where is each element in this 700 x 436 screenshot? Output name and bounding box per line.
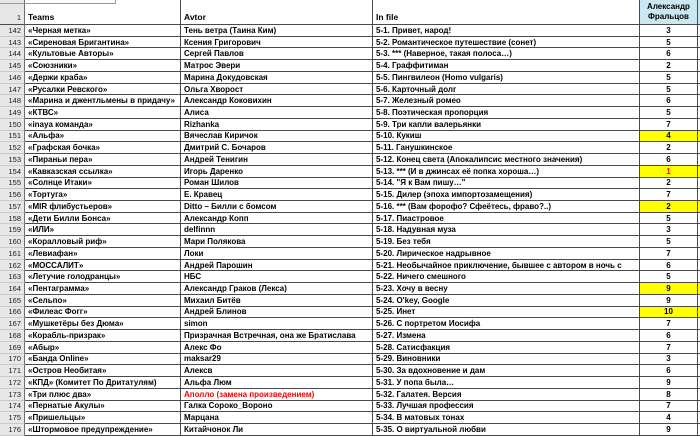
score-cell[interactable]: 6 xyxy=(640,154,698,166)
avtor-cell[interactable]: Е. Кравец xyxy=(181,189,373,201)
in-file-cell[interactable]: 5-2. Романтическое путешествие (сонет) xyxy=(373,37,640,49)
team-cell[interactable]: «Альфа» xyxy=(25,131,181,143)
team-cell[interactable]: «Пентаграмма» xyxy=(25,283,181,295)
table-row xyxy=(0,131,700,143)
avtor-cell[interactable]: Призрачная Встречная, она же Братислава xyxy=(181,330,373,342)
score-cell[interactable]: 7 xyxy=(640,248,698,260)
table-row xyxy=(0,424,700,436)
avtor-cell[interactable]: Алексв xyxy=(181,365,373,377)
avtor-cell[interactable]: simon xyxy=(181,318,373,330)
in-file-cell[interactable]: 5-13. *** (И в джинсах её попка хороша…) xyxy=(373,166,640,178)
table-row xyxy=(0,307,700,319)
score-cell[interactable]: 9 xyxy=(640,283,698,295)
score-cell[interactable]: 5 xyxy=(640,84,698,96)
in-file-cell[interactable]: 5-19. Без тебя xyxy=(373,236,640,248)
avtor-cell[interactable]: Александр Копп xyxy=(181,213,373,225)
header-divider-tick xyxy=(115,0,116,4)
row-number-cell[interactable]: 147 xyxy=(0,84,25,96)
team-cell[interactable]: «МОССАЛИТ» xyxy=(25,260,181,272)
team-cell[interactable]: «Кавказская ссылка» xyxy=(25,166,181,178)
in-file-cell[interactable]: 5-9. Три капли валерьянки xyxy=(373,119,640,131)
score-cell[interactable]: 4 xyxy=(640,131,698,143)
row-number-cell[interactable]: 149 xyxy=(0,107,25,119)
table-row xyxy=(0,401,700,413)
in-file-cell[interactable]: 5-7. Железный ромео xyxy=(373,95,640,107)
avtor-cell[interactable]: Мари Полякова xyxy=(181,236,373,248)
in-file-cell[interactable]: 5-12. Конец света (Апокалипсис местного значения) xyxy=(373,154,640,166)
score-cell[interactable]: 7 xyxy=(640,342,698,354)
table-row xyxy=(0,201,700,213)
score-cell[interactable]: 6 xyxy=(640,95,698,107)
team-cell[interactable]: «ИЛИ» xyxy=(25,224,181,236)
avtor-cell[interactable]: Ольга Хворост xyxy=(181,84,373,96)
team-cell[interactable]: «Сельпо» xyxy=(25,295,181,307)
in-file-cell[interactable]: 5-18. Надувная муза xyxy=(373,224,640,236)
team-cell[interactable]: «Летучие голодранцы» xyxy=(25,271,181,283)
score-cell[interactable]: 3 xyxy=(640,354,698,366)
table-row xyxy=(0,260,700,272)
avtor-cell[interactable]: Китайчонок Ли xyxy=(181,424,373,436)
avtor-cell[interactable]: Алиса xyxy=(181,107,373,119)
score-cell[interactable]: 2 xyxy=(640,178,698,190)
in-file-cell[interactable]: 5-1. Привет, народ! xyxy=(373,25,640,37)
table-row xyxy=(0,72,700,84)
team-cell[interactable]: «Тортуга» xyxy=(25,189,181,201)
table-row xyxy=(0,213,700,225)
table-row xyxy=(0,412,700,424)
score-cell[interactable]: 5 xyxy=(640,213,698,225)
column-header-in-file[interactable]: In file xyxy=(373,0,640,25)
row-number-cell[interactable]: 176 xyxy=(0,424,25,436)
in-file-cell[interactable]: 5-15. Дилер (эпоха импортозамещения) xyxy=(373,189,640,201)
avtor-cell[interactable]: Ксения Григорович xyxy=(181,37,373,49)
team-cell[interactable]: «Пришельцы» xyxy=(25,412,181,424)
table-row xyxy=(0,342,700,354)
in-file-cell[interactable]: 5-34. В матовых тонах xyxy=(373,412,640,424)
avtor-cell[interactable]: Александр Коковихин xyxy=(181,95,373,107)
team-cell[interactable]: «Филеас Фогг» xyxy=(25,307,181,319)
row-number-cell[interactable]: 156 xyxy=(0,189,25,201)
score-cell[interactable]: 1 xyxy=(640,166,698,178)
in-file-cell[interactable]: 5-20. Лирическое надрывное xyxy=(373,248,640,260)
row-number-cell[interactable]: 158 xyxy=(0,213,25,225)
table-row xyxy=(0,248,700,260)
row-number-cell[interactable]: 151 xyxy=(0,131,25,143)
score-cell[interactable]: 7 xyxy=(640,119,698,131)
score-cell[interactable]: 9 xyxy=(640,295,698,307)
in-file-cell[interactable]: 5-26. С портретом Иосифа xyxy=(373,318,640,330)
in-file-cell[interactable]: 5-33. Лучшая профессия xyxy=(373,401,640,413)
column-header-teams[interactable]: Teams xyxy=(25,0,181,25)
table-row xyxy=(0,365,700,377)
avtor-cell[interactable]: Андрей Блинов xyxy=(181,307,373,319)
in-file-cell[interactable]: 5-23. Хочу в весну xyxy=(373,283,640,295)
table-row xyxy=(0,389,700,401)
avtor-cell[interactable]: Сергей Павлов xyxy=(181,48,373,60)
avtor-cell[interactable]: Игорь Даренко xyxy=(181,166,373,178)
avtor-cell[interactable]: Андрей Парошин xyxy=(181,260,373,272)
score-cell[interactable]: 6 xyxy=(640,260,698,272)
row-number-cell[interactable]: 143 xyxy=(0,37,25,49)
score-cell[interactable]: 7 xyxy=(640,189,698,201)
row-number-cell[interactable]: 155 xyxy=(0,178,25,190)
team-cell[interactable]: «Держи краба» xyxy=(25,72,181,84)
in-file-cell[interactable]: 5-5. Пингвилеон (Homo vulgaris) xyxy=(373,72,640,84)
team-cell[interactable]: «Графская бочка» xyxy=(25,142,181,154)
team-cell[interactable]: «Остров Необитая» xyxy=(25,365,181,377)
team-cell[interactable]: «Русалки Ревского» xyxy=(25,84,181,96)
score-cell[interactable]: 5 xyxy=(640,236,698,248)
in-file-cell[interactable]: 5-8. Поэтическая пропорция xyxy=(373,107,640,119)
team-cell[interactable]: «КПД» (Комитет По Дритатулям) xyxy=(25,377,181,389)
table-row xyxy=(0,84,700,96)
row-number-cell[interactable]: 146 xyxy=(0,72,25,84)
score-cell[interactable]: 7 xyxy=(640,401,698,413)
team-cell[interactable]: «Дети Билли Бонса» xyxy=(25,213,181,225)
row-number-cell[interactable]: 174 xyxy=(0,401,25,413)
row-number-cell[interactable]: 153 xyxy=(0,154,25,166)
team-cell[interactable]: «Союзники» xyxy=(25,60,181,72)
in-file-cell[interactable]: 5-24. O'key, Google xyxy=(373,295,640,307)
avtor-cell[interactable]: Марина Докудовская xyxy=(181,72,373,84)
avtor-cell[interactable]: Андрей Тенигин xyxy=(181,154,373,166)
in-file-cell[interactable]: 5-29. Виновники xyxy=(373,354,640,366)
column-header-judge[interactable] xyxy=(640,0,698,25)
team-cell[interactable]: «Абыр» xyxy=(25,342,181,354)
row-number-cell[interactable]: 145 xyxy=(0,60,25,72)
team-cell[interactable]: «Сиреновая Бригантина» xyxy=(25,37,181,49)
row-number-cell[interactable]: 154 xyxy=(0,166,25,178)
avtor-cell[interactable]: Дмитрий С. Бочаров xyxy=(181,142,373,154)
avtor-cell[interactable]: Rizhanka xyxy=(181,119,373,131)
team-cell[interactable]: «MIR флибустьеров» xyxy=(25,201,181,213)
table-row xyxy=(0,354,700,366)
score-cell[interactable]: 5 xyxy=(640,72,698,84)
avtor-cell[interactable]: Тень ветра (Таина Ким) xyxy=(181,25,373,37)
score-cell[interactable]: 8 xyxy=(640,389,698,401)
in-file-cell[interactable]: 5-4. Граффитиман xyxy=(373,60,640,72)
row-number-cell[interactable]: 173 xyxy=(0,389,25,401)
score-cell[interactable]: 2 xyxy=(640,201,698,213)
avtor-cell[interactable]: Марцана xyxy=(181,412,373,424)
score-cell[interactable]: 6 xyxy=(640,330,698,342)
in-file-cell[interactable]: 5-30. За вдохновение и дам xyxy=(373,365,640,377)
team-cell[interactable]: «Коралловый риф» xyxy=(25,236,181,248)
score-cell[interactable]: 6 xyxy=(640,48,698,60)
table-row xyxy=(0,224,700,236)
row-number-cell[interactable]: 163 xyxy=(0,271,25,283)
team-cell[interactable]: «Пираньи пера» xyxy=(25,154,181,166)
in-file-cell[interactable]: 5-3. *** (Наверное, такая полоса…) xyxy=(373,48,640,60)
team-cell[interactable]: «Штормовое предупреждение» xyxy=(25,424,181,436)
row-number-cell[interactable]: 160 xyxy=(0,236,25,248)
score-cell[interactable]: 4 xyxy=(640,412,698,424)
in-file-cell[interactable]: 5-31. У попа была… xyxy=(373,377,640,389)
avtor-cell[interactable]: Галка Сороко_Вороно xyxy=(181,401,373,413)
avtor-cell[interactable]: Роман Шилов xyxy=(181,178,373,190)
row-number-cell[interactable]: 142 xyxy=(0,25,25,37)
row-number-cell[interactable]: 172 xyxy=(0,377,25,389)
avtor-cell[interactable]: Ditto – Билли с бомсом xyxy=(181,201,373,213)
score-cell[interactable]: 2 xyxy=(640,142,698,154)
rows xyxy=(0,25,700,436)
table-row xyxy=(0,25,700,37)
in-file-cell[interactable]: 5-35. О виртуальной любви xyxy=(373,424,640,436)
table-row xyxy=(0,37,700,49)
row-number-cell[interactable]: 157 xyxy=(0,201,25,213)
table-row xyxy=(0,119,700,131)
avtor-cell[interactable]: Локи xyxy=(181,248,373,260)
table-row xyxy=(0,60,700,72)
table-row xyxy=(0,189,700,201)
avtor-cell[interactable]: Аполло (замена произведением) xyxy=(181,389,373,401)
team-cell[interactable]: «inaya команда» xyxy=(25,119,181,131)
avtor-cell[interactable]: Вячеслав Киричок xyxy=(181,131,373,143)
column-header-avtor[interactable]: Avtor xyxy=(181,0,373,25)
table-row xyxy=(0,178,700,190)
score-cell[interactable]: 3 xyxy=(640,25,698,37)
team-cell[interactable]: «Корабль-призрак» xyxy=(25,330,181,342)
table-row xyxy=(0,377,700,389)
team-cell[interactable]: «Левиафан» xyxy=(25,248,181,260)
score-cell[interactable]: 7 xyxy=(640,318,698,330)
team-cell[interactable]: «Черная метка» xyxy=(25,25,181,37)
row-number-cell[interactable]: 148 xyxy=(0,95,25,107)
team-cell[interactable]: «Марина и джентльмены в придачу» xyxy=(25,95,181,107)
avtor-cell[interactable]: Александр Граков (Лекса) xyxy=(181,283,373,295)
row-number-cell[interactable]: 144 xyxy=(0,48,25,60)
score-cell[interactable]: 5 xyxy=(640,37,698,49)
row-number-cell[interactable]: 165 xyxy=(0,295,25,307)
score-cell[interactable]: 6 xyxy=(640,365,698,377)
table-row xyxy=(0,283,700,295)
row-number-cell[interactable]: 161 xyxy=(0,248,25,260)
in-file-cell[interactable]: 5-16. *** (Вам форофо? Сфеётесь, фраво?..) xyxy=(373,201,640,213)
table-row xyxy=(0,318,700,330)
score-cell[interactable]: 2 xyxy=(640,60,698,72)
row-number-cell[interactable]: 168 xyxy=(0,330,25,342)
row-number-cell[interactable]: 150 xyxy=(0,119,25,131)
row-number-cell[interactable]: 166 xyxy=(0,307,25,319)
row-number-cell[interactable]: 159 xyxy=(0,224,25,236)
avtor-cell[interactable]: Алекс Фо xyxy=(181,342,373,354)
team-cell[interactable]: «Мушкетёры без Дюма» xyxy=(25,318,181,330)
row-number-cell[interactable]: 169 xyxy=(0,342,25,354)
row-number-cell[interactable]: 167 xyxy=(0,318,25,330)
team-cell[interactable]: «Банда Online» xyxy=(25,354,181,366)
avtor-cell[interactable]: НБС xyxy=(181,271,373,283)
judge-name-line2: Фральцов xyxy=(648,12,689,21)
table-row xyxy=(0,142,700,154)
table-row xyxy=(0,95,700,107)
row-number-cell[interactable]: 171 xyxy=(0,365,25,377)
in-file-cell[interactable]: 5-17. Пиастровое xyxy=(373,213,640,225)
table-row xyxy=(0,107,700,119)
team-cell[interactable]: «Три плюс два» xyxy=(25,389,181,401)
team-cell[interactable]: «Солнце Итаки» xyxy=(25,178,181,190)
row-number-cell[interactable]: 162 xyxy=(0,260,25,272)
avtor-cell[interactable]: Альфа Люм xyxy=(181,377,373,389)
team-cell[interactable]: «Культовые Авторы» xyxy=(25,48,181,60)
header-divider-line xyxy=(0,3,115,4)
in-file-cell[interactable]: 5-25. Инет xyxy=(373,307,640,319)
in-file-cell[interactable]: 5-21. Необычайное приключение, бывшее с автором в ночь с xyxy=(373,260,640,272)
avtor-cell[interactable]: maksar29 xyxy=(181,354,373,366)
avtor-cell[interactable]: Михаил Битёв xyxy=(181,295,373,307)
score-cell[interactable]: 3 xyxy=(640,224,698,236)
score-cell[interactable]: 9 xyxy=(640,377,698,389)
header-row-number[interactable]: 1 xyxy=(0,0,25,25)
score-cell[interactable]: 5 xyxy=(640,271,698,283)
in-file-cell[interactable]: 5-32. Галатея. Версия xyxy=(373,389,640,401)
in-file-cell[interactable]: 5-6. Карточный долг xyxy=(373,84,640,96)
row-number-cell[interactable]: 175 xyxy=(0,412,25,424)
row-number-cell[interactable]: 152 xyxy=(0,142,25,154)
table-row xyxy=(0,271,700,283)
judge-name-line1: Александр xyxy=(647,2,690,11)
table-row xyxy=(0,154,700,166)
in-file-cell[interactable]: 5-27. Измена xyxy=(373,330,640,342)
row-number-cell[interactable]: 170 xyxy=(0,354,25,366)
table-row xyxy=(0,236,700,248)
team-cell[interactable]: «КТВС» xyxy=(25,107,181,119)
table-row xyxy=(0,48,700,60)
row-number-cell[interactable]: 164 xyxy=(0,283,25,295)
score-cell[interactable]: 9 xyxy=(640,424,698,436)
table-row xyxy=(0,330,700,342)
in-file-cell[interactable]: 5-10. Кукиш xyxy=(373,131,640,143)
team-cell[interactable]: «Пернатые Акулы» xyxy=(25,401,181,413)
avtor-cell[interactable]: Матрос Эвери xyxy=(181,60,373,72)
avtor-cell[interactable]: delfinnn xyxy=(181,224,373,236)
table-row xyxy=(0,166,700,178)
table-row xyxy=(0,295,700,307)
in-file-cell[interactable]: 5-28. Сатисфакция xyxy=(373,342,640,354)
in-file-cell[interactable]: 5-11. Ганушкинское xyxy=(373,142,640,154)
in-file-cell[interactable]: 5-14. "Я к Вам пишу…" xyxy=(373,178,640,190)
in-file-cell[interactable]: 5-22. Ничего смешного xyxy=(373,271,640,283)
score-cell[interactable]: 5 xyxy=(640,107,698,119)
score-cell[interactable]: 10 xyxy=(640,307,698,319)
